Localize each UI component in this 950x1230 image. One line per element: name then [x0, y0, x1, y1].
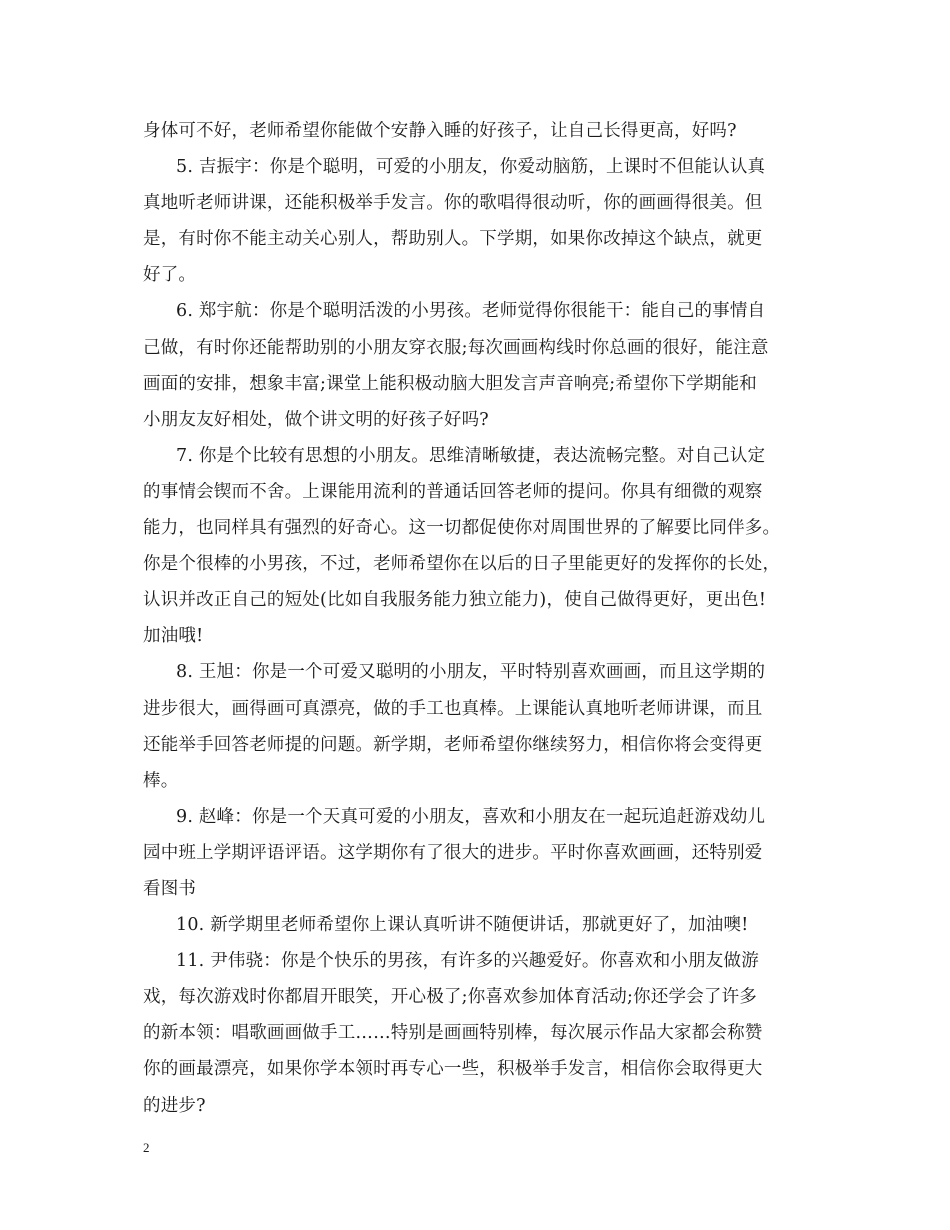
text-line: 真地听老师讲课，还能积极举手发言。你的歌唱得很动听，你的画画得很美。但 [143, 193, 763, 214]
text-line: 小朋友友好相处，做个讲文明的好孩子好吗? [143, 409, 489, 430]
text-line: 能力，也同样具有强烈的好奇心。这一切都促使你对周围世界的了解要比同伴多。 [143, 518, 781, 539]
text-line: 棒。 [143, 770, 179, 791]
text-line: 画面的安排，想象丰富;课堂上能积极动脑大胆发言声音响亮;希望你下学期能和 [143, 373, 757, 394]
text-line: 加油哦! [143, 626, 204, 647]
text-line: 认识并改正自己的短处(比如自我服务能力独立能力)，使自己做得更好，更出色! [143, 590, 767, 611]
text-line: 7. 你是个比较有思想的小朋友。思维清晰敏捷，表达流畅完整。对自己认定 [176, 445, 766, 466]
text-line: 11. 尹伟骁：你是个快乐的男孩，有许多的兴趣爱好。你喜欢和小朋友做游 [176, 951, 759, 972]
text-line: 身体可不好，老师希望你能做个安静入睡的好孩子，让自己长得更高，好吗? [143, 121, 737, 141]
page-number: 2 [143, 1140, 150, 1155]
text-line: 是，有时你不能主动关心别人，帮助别人。下学期，如果你改掉这个缺点，就更 [143, 229, 763, 250]
text-line: 园中班上学期评语评语。这学期你有了很大的进步。平时你喜欢画画，还特别爱 [143, 842, 763, 863]
text-line: 5. 吉振宇：你是个聪明，可爱的小朋友，你爱动脑筋，上课时不但能认认真 [176, 157, 766, 178]
text-line: 己做，有时你还能帮助别的小朋友穿衣服;每次画画构线时你总画的很好，能注意 [143, 337, 769, 358]
text-line: 你是个很棒的小男孩，不过，老师希望你在以后的日子里能更好的发挥你的长处， [143, 554, 781, 575]
text-line: 的进步? [143, 1095, 206, 1116]
text-line: 6. 郑宇航：你是个聪明活泼的小男孩。老师觉得你很能干：能自己的事情自 [176, 301, 766, 322]
text-line: 的事情会锲而不舍。上课能用流利的普通话回答老师的提问。你具有细微的观察 [143, 481, 763, 502]
document-body [143, 113, 815, 1124]
text-line: 8. 王旭：你是一个可爱又聪明的小朋友，平时特别喜欢画画，而且这学期的 [176, 662, 766, 683]
text-line: 戏，每次游戏时你都眉开眼笑，开心极了;你喜欢参加体育活动;你还学会了许多 [143, 987, 757, 1008]
text-line: 还能举手回答老师提的问题。新学期，老师希望你继续努力，相信你将会变得更 [143, 734, 763, 755]
text-line: 10. 新学期里老师希望你上课认真听讲不随便讲话，那就更好了，加油噢! [176, 915, 749, 936]
text-line: 看图书 [143, 878, 197, 899]
text-line: 好了。 [143, 265, 197, 286]
text-line: 的新本领：唱歌画画做手工……特别是画画特别棒，每次展示作品大家都会称赞 [143, 1023, 763, 1044]
text-line: 进步很大，画得画可真漂亮，做的手工也真棒。上课能认真地听老师讲课，而且 [143, 698, 763, 719]
text-line: 你的画最漂亮，如果你学本领时再专心一些，积极举手发言，相信你会取得更大 [143, 1059, 763, 1080]
text-line: 9. 赵峰：你是一个天真可爱的小朋友，喜欢和小朋友在一起玩追赶游戏幼儿 [176, 806, 766, 827]
